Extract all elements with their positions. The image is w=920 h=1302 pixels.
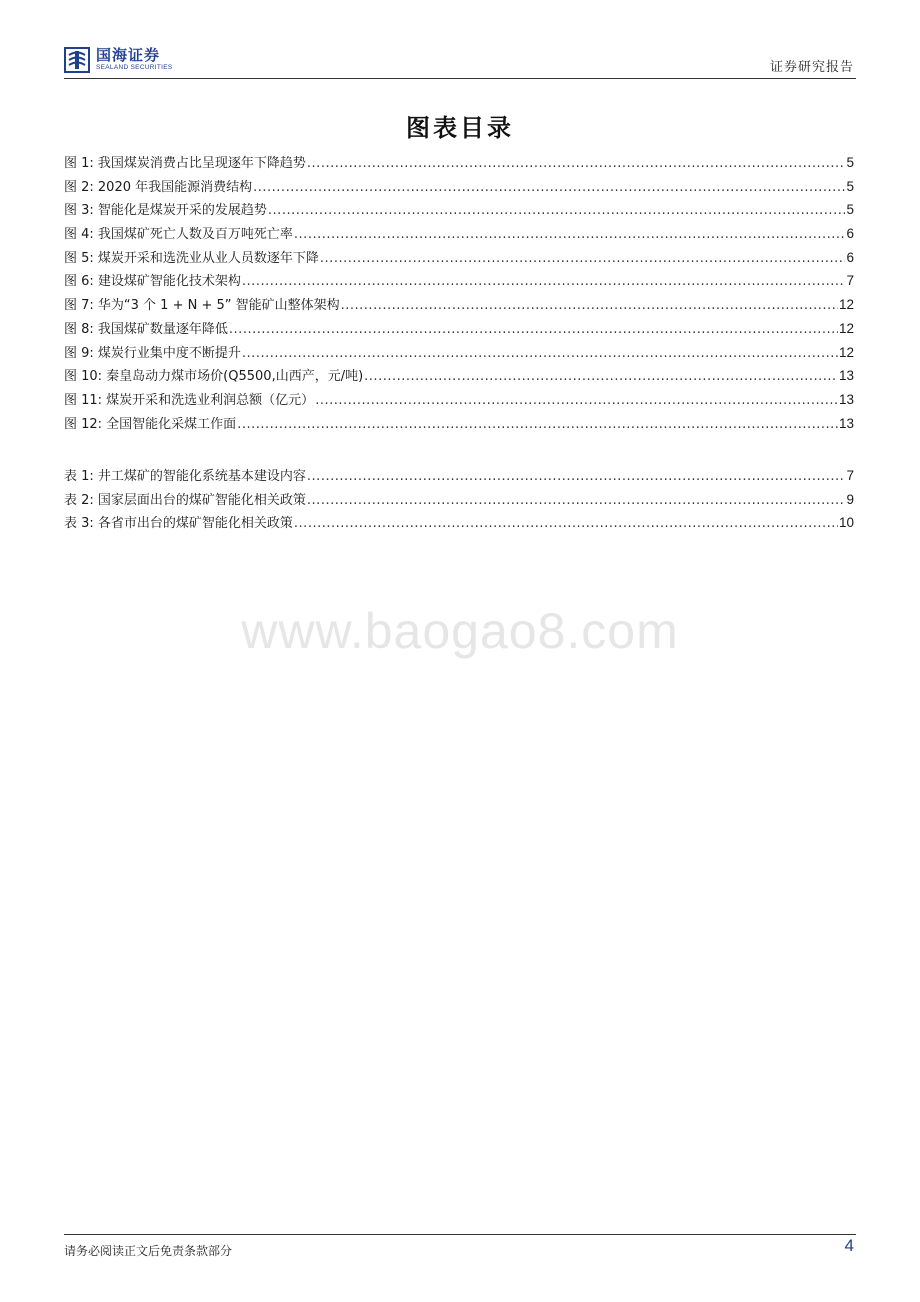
toc-entry-figure-8[interactable] <box>64 318 854 342</box>
toc-entry-label: 图 8: 我国煤矿数量逐年降低 <box>64 321 228 337</box>
logo-chinese-name: 国海证券 <box>96 46 161 65</box>
toc-entry-figure-10[interactable] <box>64 365 854 389</box>
figure-list <box>64 152 854 436</box>
toc-entry-figure-1[interactable] <box>64 152 854 176</box>
toc-dot-leader <box>320 251 846 266</box>
toc-entry-page: 13 <box>838 391 854 407</box>
company-logo <box>64 46 173 74</box>
page-number: 4 <box>844 1236 854 1255</box>
toc-entry-label: 图 12: 全国智能化采煤工作面 <box>64 416 237 432</box>
toc-entry-label: 表 3: 各省市出台的煤矿智能化相关政策 <box>64 516 293 532</box>
toc-entry-page: 5 <box>846 155 854 170</box>
toc-entry-figure-3[interactable] <box>64 199 854 223</box>
toc-dot-leader <box>307 156 846 171</box>
toc-entry-page: 12 <box>838 344 854 360</box>
toc-dot-leader <box>294 516 838 531</box>
toc-dot-leader <box>307 493 846 508</box>
toc-entry-page: 5 <box>846 202 854 218</box>
toc-dot-leader <box>364 369 838 384</box>
table-list <box>64 465 854 536</box>
toc-entry-figure-11[interactable] <box>64 389 854 413</box>
toc-dot-leader <box>253 180 845 195</box>
toc-entry-figure-4[interactable] <box>64 223 854 247</box>
toc-entry-page: 13 <box>838 415 854 431</box>
toc-entry-label: 图 4: 我国煤矿死亡人数及百万吨死亡率 <box>64 227 293 243</box>
toc-dot-leader <box>268 203 846 218</box>
sealand-logo-icon <box>64 47 90 73</box>
toc-dot-leader <box>294 227 846 242</box>
toc-entry-figure-6[interactable] <box>64 270 854 294</box>
toc-entry-page: 13 <box>838 368 854 384</box>
toc-entry-figure-2[interactable] <box>64 176 854 200</box>
toc-entry-label: 图 3: 智能化是煤炭开采的发展趋势 <box>64 203 267 219</box>
toc-entry-page: 9 <box>846 491 854 507</box>
footer-disclaimer: 请务必阅读正文后免责条款部分 <box>64 1244 233 1258</box>
toc-dot-leader <box>315 393 838 408</box>
toc-entry-table-1[interactable] <box>64 465 854 489</box>
page-title: 图表目录 <box>406 114 514 142</box>
toc-dot-leader <box>341 298 838 313</box>
toc-entry-page: 7 <box>846 273 854 289</box>
watermark: www.baogao8.com <box>241 603 679 659</box>
toc-entry-label: 图 5: 煤炭开采和选洗业从业人员数逐年下降 <box>64 250 319 266</box>
toc-dot-leader <box>242 274 846 289</box>
toc-entry-label: 图 10: 秦皇岛动力煤市场价(Q5500,山西产，元/吨) <box>64 369 364 385</box>
toc-entry-label: 图 6: 建设煤矿智能化技术架构 <box>64 274 241 290</box>
toc-entry-label: 图 1: 我国煤炭消费占比呈现逐年下降趋势 <box>64 156 306 171</box>
toc-entry-table-2[interactable] <box>64 489 854 513</box>
toc-entry-label: 图 7: 华为“3 个 1 + N + 5” 智能矿山整体架构 <box>64 298 340 314</box>
logo-english-name: SEALAND SECURITIES <box>96 64 173 72</box>
toc-entry-label: 表 1: 井工煤矿的智能化系统基本建设内容 <box>64 469 306 484</box>
toc-entry-figure-12[interactable] <box>64 413 854 437</box>
toc-entry-label: 图 11: 煤炭开采和洗选业利润总额（亿元） <box>64 392 315 408</box>
toc-dot-leader <box>242 346 838 361</box>
toc-dot-leader <box>307 469 846 484</box>
report-type: 证券研究报告 <box>769 60 854 75</box>
toc-entry-page: 6 <box>846 226 854 242</box>
toc-entry-label: 表 2: 国家层面出台的煤矿智能化相关政策 <box>64 492 306 508</box>
toc-entry-figure-7[interactable] <box>64 294 854 318</box>
footer-divider <box>64 1234 856 1235</box>
toc-entry-page: 5 <box>846 178 854 194</box>
toc-dot-leader <box>229 322 838 337</box>
toc-entry-page: 12 <box>838 297 854 313</box>
toc-entry-figure-9[interactable] <box>64 342 854 366</box>
toc-entry-page: 6 <box>846 249 854 265</box>
toc-dot-leader <box>237 417 838 432</box>
toc-entry-label: 图 2: 2020 年我国能源消费结构 <box>64 179 253 195</box>
toc-entry-page: 7 <box>846 468 854 483</box>
toc-entry-label: 图 9: 煤炭行业集中度不断提升 <box>64 345 241 361</box>
toc-entry-page: 10 <box>838 515 854 531</box>
toc-entry-figure-5[interactable] <box>64 247 854 271</box>
toc-entry-table-3[interactable] <box>64 512 854 536</box>
toc-entry-page: 12 <box>838 320 854 336</box>
page-header <box>64 44 856 79</box>
